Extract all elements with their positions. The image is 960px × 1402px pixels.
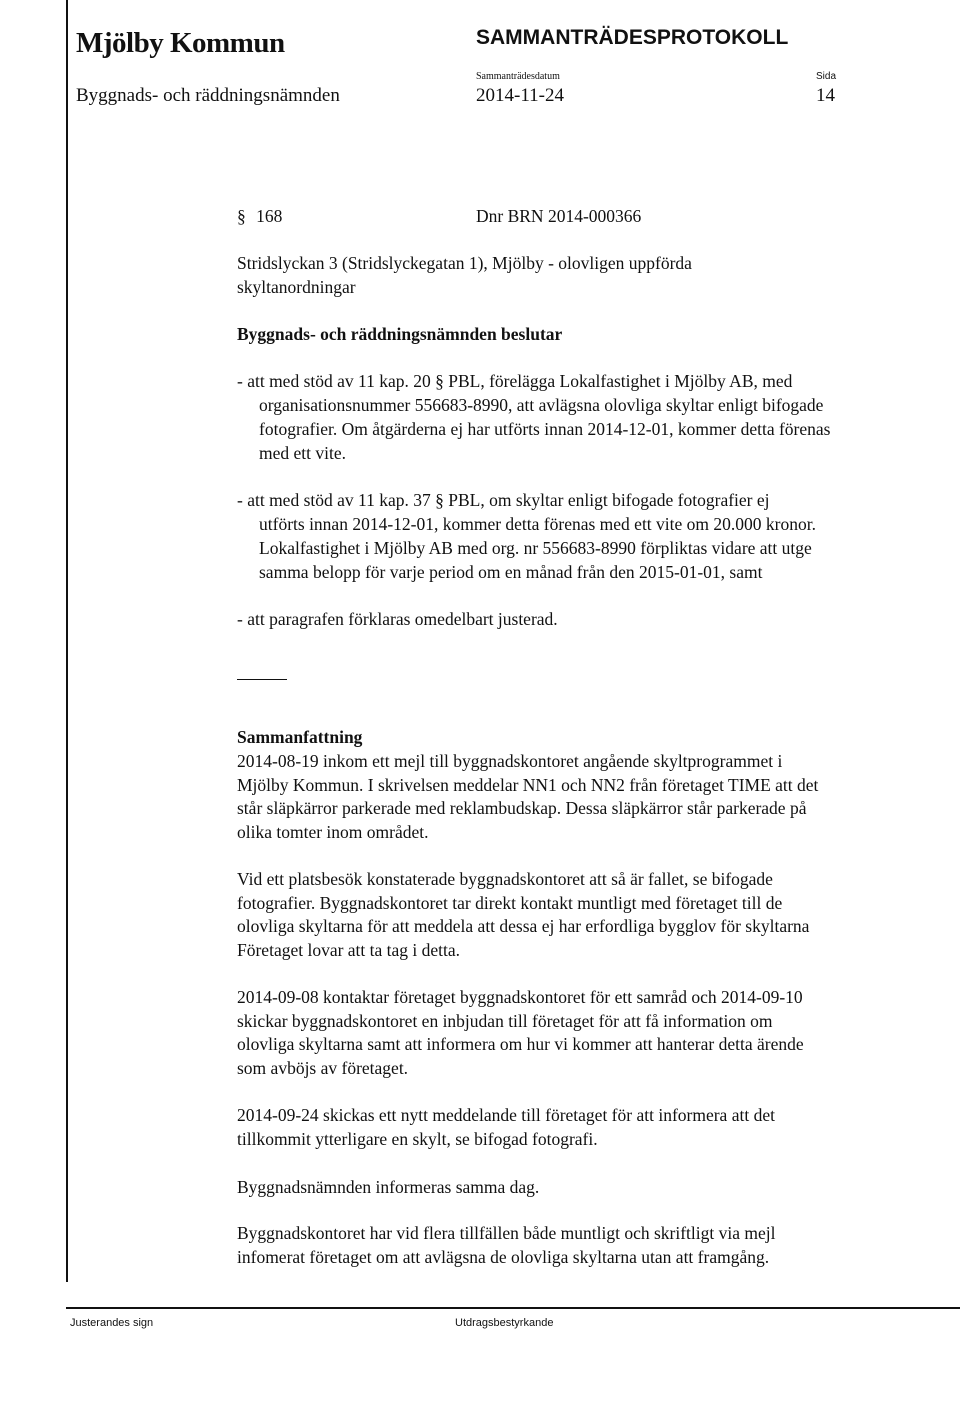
signature-label: Justerandes sign xyxy=(70,1317,154,1329)
meeting-date: 2014-11-24 xyxy=(476,85,564,106)
summary-line: tillkommit ytterligare en skylt, se bifogad fotografi. xyxy=(237,1128,598,1149)
decision-line: fotografier. Om åtgärderna ej har utförts innan 2014-12-01, kommer detta förenas xyxy=(259,419,831,439)
page-label: Sida xyxy=(816,71,837,82)
summary-line: 2014-09-08 kontaktar företaget byggnadskontoret för ett samråd och 2014-09-10 xyxy=(237,987,803,1007)
decision-line: samma belopp för varje period om en månad från den 2015-01-01, samt xyxy=(259,562,763,582)
summary-line: står släpkärror parkerade med reklambudskap. Dessa släpkärror står parkerade på xyxy=(237,798,807,818)
decision-line: - att med stöd av 11 kap. 20 § PBL, förelägga Lokalfastighet i Mjölby AB, med xyxy=(237,371,793,391)
extract-label: Utdragsbestyrkande xyxy=(455,1317,554,1329)
case-title-line: skyltanordningar xyxy=(237,276,356,297)
section-separator xyxy=(237,679,287,680)
summary-paragraph-3 xyxy=(237,986,804,1080)
summary-line: olovliga skyltarna för att meddela att dessa ej har erfordliga bygglov för skyltarna xyxy=(237,916,810,936)
summary-line: som avböjs av företaget. xyxy=(237,1057,409,1078)
summary-line: olovliga skyltarna samt att informera om hur vi kommer att hanterar detta ärende xyxy=(237,1034,804,1054)
case-title-line: Stridslyckan 3 (Stridslyckegatan 1), Mjölby - olovligen uppförda xyxy=(237,253,692,273)
summary-paragraph-5: Byggnadsnämnden informeras samma dag. xyxy=(237,1177,540,1197)
summary-line: skickar byggnadskontoret en inbjudan till företaget för att få information om xyxy=(237,1010,773,1031)
paragraph-number: 168 xyxy=(256,206,283,226)
summary-line: 2014-09-24 skickas ett nytt meddelande till företaget för att informera att det xyxy=(237,1105,775,1125)
decision-line: utförts innan 2014-12-01, kommer detta förenas med ett vite om 20.000 kronor. xyxy=(259,514,816,534)
summary-paragraph-1 xyxy=(237,750,818,844)
decision-line: - att med stöd av 11 kap. 37 § PBL, om skyltar enligt bifogade fotografier ej xyxy=(237,490,770,510)
section-number xyxy=(237,205,282,229)
footer-rule xyxy=(66,1307,960,1309)
summary-line: Mjölby Kommun. I skrivelsen meddelar NN1 och NN2 från företaget TIME att det xyxy=(237,774,819,795)
date-label: Sammanträdesdatum xyxy=(476,71,560,82)
brand-title: Mjölby Kommun xyxy=(76,27,285,59)
summary-line: 2014-08-19 inkom ett mejl till byggnadskontoret angående skyltprogrammet i xyxy=(237,751,783,771)
summary-line: infomerat företaget om att avlägsna de olovliga skyltarna utan att framgång. xyxy=(237,1246,770,1267)
decision-line: organisationsnummer 556683-8990, att avlägsna olovliga skyltar enligt bifogade xyxy=(259,395,824,415)
decision-line: med ett vite. xyxy=(259,443,346,463)
summary-line: Byggnadskontoret har vid flera tillfällen både muntligt och skriftligt via mejl xyxy=(237,1223,776,1243)
page-number: 14 xyxy=(816,85,835,106)
summary-line: olika tomter inom området. xyxy=(237,821,429,842)
decision-line: Lokalfastighet i Mjölby AB med org. nr 556683-8990 förpliktas vidare att utge xyxy=(259,538,812,558)
paragraph-sign: § xyxy=(237,206,246,226)
decision-line: - att paragrafen förklaras omedelbart justerad. xyxy=(237,609,558,629)
summary-paragraph-6 xyxy=(237,1222,775,1269)
margin-rule xyxy=(66,0,68,1282)
decision-heading: Byggnads- och räddningsnämnden beslutar xyxy=(237,324,563,344)
diary-number: Dnr BRN 2014-000366 xyxy=(476,206,642,226)
document-type: SAMMANTRÄDESPROTOKOLL xyxy=(476,26,789,49)
case-title xyxy=(237,252,692,299)
summary-line: fotografier. Byggnadskontoret tar direkt kontakt muntligt med företaget till de xyxy=(237,892,783,913)
summary-heading: Sammanfattning xyxy=(237,727,363,747)
summary-paragraph-4 xyxy=(237,1104,775,1151)
summary-line: Vid ett platsbesök konstaterade byggnadskontoret att så är fallet, se bifogade xyxy=(237,869,773,889)
summary-paragraph-2 xyxy=(237,868,809,962)
summary-line: Företaget lovar att ta tag i detta. xyxy=(237,939,461,960)
committee-name: Byggnads- och räddningsnämnden xyxy=(76,85,340,106)
